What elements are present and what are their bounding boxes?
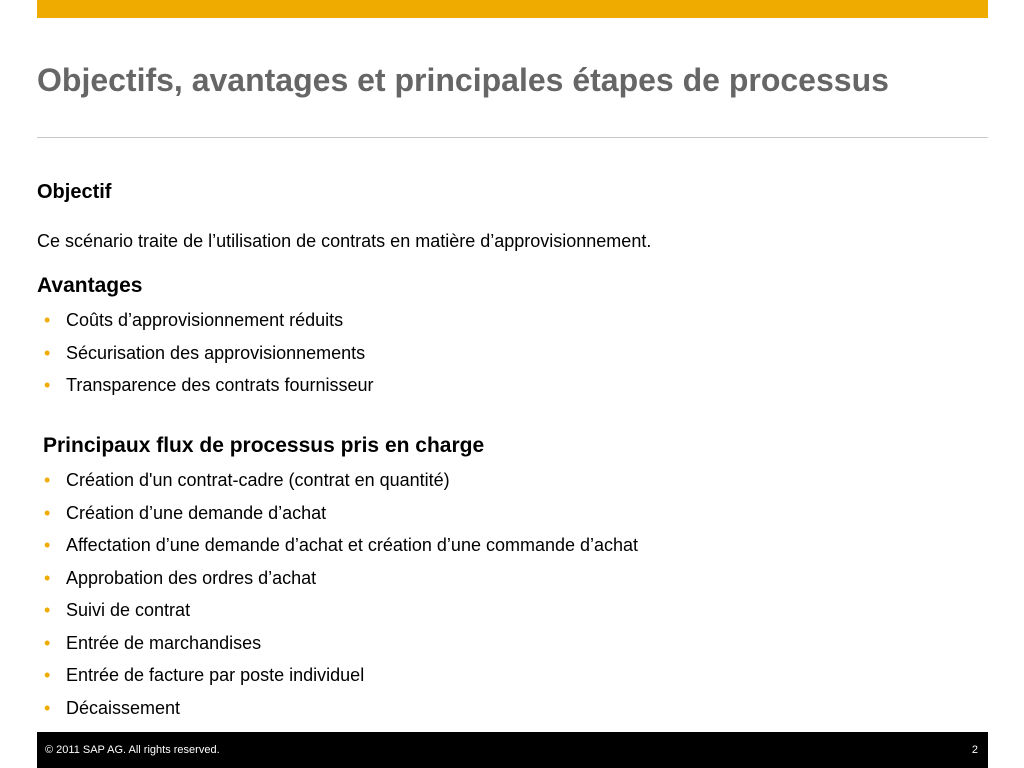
- bullet-icon: •: [44, 342, 51, 363]
- bullet-icon: •: [44, 375, 51, 395]
- bullet-icon: •: [44, 567, 51, 588]
- benefit-text: Coûts d’approvisionnement réduits: [66, 310, 344, 330]
- bullet-icon: •: [44, 600, 51, 620]
- bullet-icon: •: [44, 470, 51, 490]
- objective-heading: Objectif: [37, 181, 112, 203]
- top-accent-bar: [37, 0, 988, 18]
- process-flows-heading: Principaux flux de processus pris en charge: [43, 434, 485, 457]
- bullet-icon: •: [44, 632, 51, 653]
- benefit-text: Transparence des contrats fournisseur: [66, 375, 374, 395]
- slide-title: Objectifs, avantages et principales étapes de processus: [37, 62, 889, 98]
- process-flow-text: Création d’une demande d’achat: [66, 502, 327, 523]
- process-flow-text: Suivi de contrat: [66, 600, 191, 620]
- page-number: 2: [971, 744, 978, 756]
- process-flow-text: Entrée de marchandises: [66, 632, 262, 653]
- bullet-icon: •: [44, 310, 51, 330]
- title-divider: [37, 137, 988, 138]
- bullet-icon: •: [44, 502, 51, 523]
- bullet-icon: •: [44, 697, 51, 718]
- benefit-text: Sécurisation des approvisionnements: [66, 342, 366, 363]
- process-flow-text: Décaissement: [66, 697, 181, 718]
- copyright-notice: © 2011 SAP AG. All rights reserved.: [45, 744, 220, 756]
- process-flow-text: Approbation des ordres d’achat: [66, 567, 317, 588]
- bullet-icon: •: [44, 535, 51, 555]
- process-flow-text: Création d'un contrat-cadre (contrat en quantité): [66, 470, 450, 490]
- process-flow-text: Affectation d’une demande d’achat et création d’une commande d’achat: [66, 535, 639, 555]
- bullet-icon: •: [44, 665, 51, 685]
- footer-bar: [37, 732, 988, 768]
- process-flow-text: Entrée de facture par poste individuel: [66, 665, 365, 685]
- benefits-heading: Avantages: [37, 274, 143, 297]
- objective-text: Ce scénario traite de l’utilisation de contrats en matière d’approvisionnement.: [37, 231, 652, 251]
